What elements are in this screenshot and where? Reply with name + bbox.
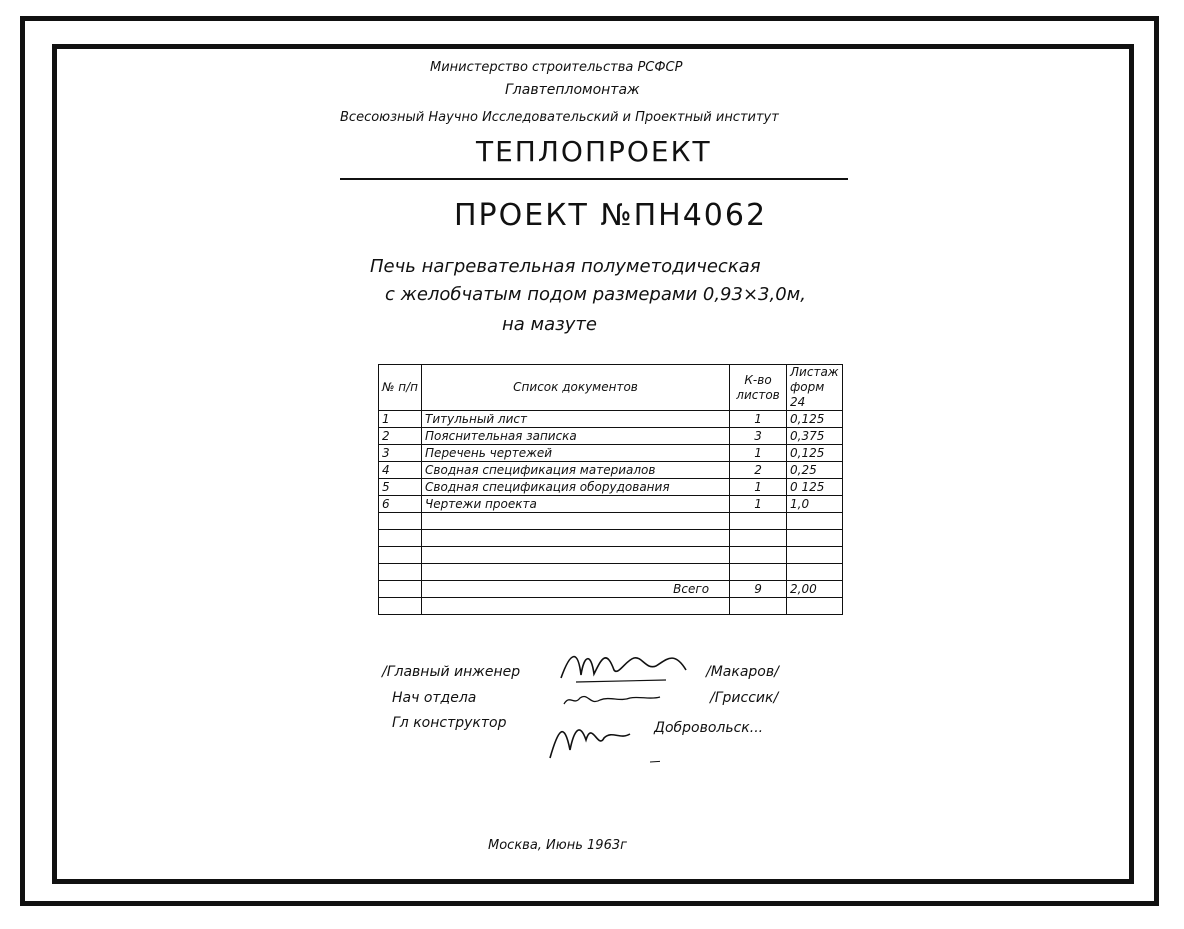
chief-designer-title: Гл конструктор bbox=[392, 715, 507, 731]
documents-table bbox=[378, 364, 843, 615]
chief-engineer-title: /Главный инженер bbox=[382, 664, 521, 680]
row-sheets: 1,0 bbox=[787, 496, 843, 513]
row-count: 2 bbox=[730, 462, 787, 479]
table-row-empty bbox=[379, 564, 843, 581]
table-row-empty bbox=[379, 530, 843, 547]
header-rule bbox=[340, 178, 848, 180]
total-label: Всего bbox=[422, 581, 730, 598]
project-description-line1: Печь нагревательная полуметодическая bbox=[370, 256, 761, 277]
row-name: Чертежи проекта bbox=[422, 496, 730, 513]
header-num: № п/п bbox=[379, 365, 422, 411]
header-name: Список документов bbox=[422, 365, 730, 411]
row-name: Пояснительная записка bbox=[422, 428, 730, 445]
table-row bbox=[379, 462, 843, 479]
table-total-row bbox=[379, 581, 843, 598]
row-sheets: 0 125 bbox=[787, 479, 843, 496]
chief-designer-signature bbox=[540, 700, 660, 770]
row-count: 1 bbox=[730, 445, 787, 462]
dept-head-title: Нач отдела bbox=[392, 690, 477, 706]
table-row-empty bbox=[379, 598, 843, 615]
total-count: 9 bbox=[730, 581, 787, 598]
total-sheets: 2,00 bbox=[787, 581, 843, 598]
place-date: Москва, Июнь 1963г bbox=[488, 838, 627, 853]
table-row-empty bbox=[379, 547, 843, 564]
row-count: 1 bbox=[730, 411, 787, 428]
project-description-line2: с желобчатым подом размерами 0,93×3,0м, bbox=[385, 284, 806, 305]
header-count: К-во листов bbox=[730, 365, 787, 411]
chief-designer-name: Добровольск... bbox=[654, 720, 764, 736]
table-row bbox=[379, 428, 843, 445]
chief-engineer-signature bbox=[556, 640, 706, 690]
chief-engineer-name: /Макаров/ bbox=[706, 664, 779, 680]
row-sheets: 0,125 bbox=[787, 411, 843, 428]
table-row-empty bbox=[379, 513, 843, 530]
row-num: 5 bbox=[379, 479, 422, 496]
row-name: Сводная спецификация материалов bbox=[422, 462, 730, 479]
row-num: 2 bbox=[379, 428, 422, 445]
glavk-text: Главтепломонтаж bbox=[505, 82, 640, 98]
row-sheets: 0,375 bbox=[787, 428, 843, 445]
header-sheets: Листаж форм 24 bbox=[787, 365, 843, 411]
row-count: 1 bbox=[730, 479, 787, 496]
row-name: Перечень чертежей bbox=[422, 445, 730, 462]
row-num: 4 bbox=[379, 462, 422, 479]
table-header-row bbox=[379, 365, 843, 411]
row-name: Сводная спецификация оборудования bbox=[422, 479, 730, 496]
table-row bbox=[379, 411, 843, 428]
row-num: 1 bbox=[379, 411, 422, 428]
dept-head-name: /Гриссик/ bbox=[710, 690, 779, 706]
ministry-text: Министерство строительства РСФСР bbox=[430, 60, 683, 75]
project-description-line3: на мазуте bbox=[502, 314, 597, 335]
table-row bbox=[379, 496, 843, 513]
row-num: 3 bbox=[379, 445, 422, 462]
institute-text: Всесоюзный Научно Исследовательский и Проектный институт bbox=[340, 110, 779, 125]
table-row bbox=[379, 445, 843, 462]
row-count: 3 bbox=[730, 428, 787, 445]
row-sheets: 0,25 bbox=[787, 462, 843, 479]
row-count: 1 bbox=[730, 496, 787, 513]
org-name: ТЕПЛОПРОЕКТ bbox=[476, 135, 712, 168]
row-sheets: 0,125 bbox=[787, 445, 843, 462]
table-row bbox=[379, 479, 843, 496]
row-num: 6 bbox=[379, 496, 422, 513]
project-title: ПРОЕКТ №ПН4062 bbox=[454, 198, 768, 233]
row-name: Титульный лист bbox=[422, 411, 730, 428]
